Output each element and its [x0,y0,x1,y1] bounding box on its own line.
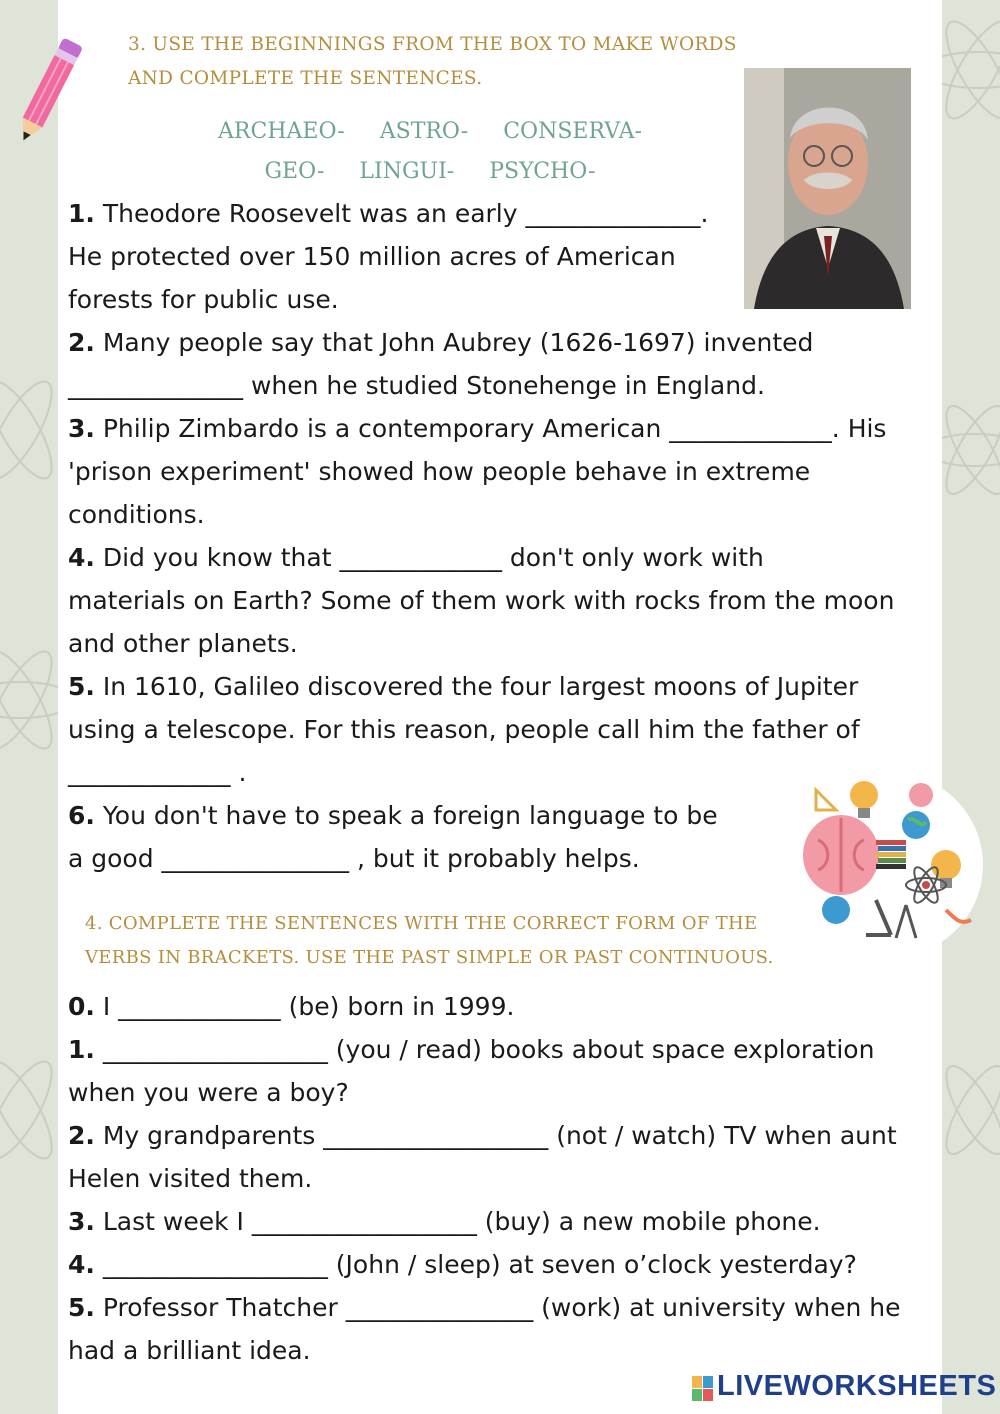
item-number: 3. [68,414,95,443]
sentence-text: using a telescope. For this reason, people call him the father of [68,715,860,744]
brand-name: LIVEWORKSHEETS [717,1370,997,1402]
exercise4-text [68,985,900,1372]
item-number: 4. [68,543,95,572]
sentence-text: had a brilliant idea. [68,1336,311,1365]
sentence-text: a good _______________ , but it probably helps. [68,844,640,873]
sentence-line [68,985,900,1028]
sentence-text: _____________ . [68,758,247,787]
sentence-text: My grandparents __________________ (not / watch) TV when aunt [94,1121,897,1150]
sentence-line [68,1200,900,1243]
sentence-line [68,708,894,751]
sentence-line [68,665,894,708]
sentence-line [68,622,894,665]
sentence-line [68,579,894,622]
word-beginning: PSYCHO- [489,159,596,184]
word-beginning: GEO- [264,159,325,184]
sentence-line [68,751,894,794]
box-row [150,112,710,152]
item-number: 1. [68,199,95,228]
item-number: 1. [68,1035,95,1064]
sentence-text: __________________ (you / read) books about space exploration [94,1035,875,1064]
sentence-line [68,1329,900,1372]
sentence-line [68,837,894,880]
word-beginning: CONSERVA- [503,119,642,144]
item-number: 2. [68,328,95,357]
sentence-text: He protected over 150 million acres of American [68,242,676,271]
word-beginnings-box [150,112,710,192]
sentence-text: In 1610, Galileo discovered the four largest moons of Jupiter [94,672,859,701]
sentence-line [68,450,894,493]
sentence-line [68,794,894,837]
item-number: 5. [68,1293,95,1322]
sentence-line [68,1071,900,1114]
exercise4-heading [85,907,805,975]
sentence-line [68,1157,900,1200]
word-beginning: LINGUI- [359,159,455,184]
item-number: 5. [68,672,95,701]
sentence-text: Philip Zimbardo is a contemporary American _____________. His [94,414,887,443]
sentence-text: Professor Thatcher _______________ (work) at university when he [94,1293,901,1322]
sentence-text: 'prison experiment' showed how people behave in extreme [68,457,811,486]
sentence-line [68,1243,900,1286]
sentence-line [68,192,894,235]
sentence-text: Did you know that _____________ don't only work with [94,543,764,572]
sentence-text: Theodore Roosevelt was an early ______________. [94,199,709,228]
heading-line: VERBS IN BRACKETS. USE THE PAST SIMPLE OR PAST CONTINUOUS. [85,947,774,968]
item-number: 2. [68,1121,95,1150]
sentence-text: when you were a boy? [68,1078,349,1107]
sentence-text: Last week I __________________ (buy) a new mobile phone. [94,1207,821,1236]
liveworksheets-logo-icon [692,1372,714,1406]
heading-line: 4. COMPLETE THE SENTENCES WITH THE CORRECT FORM OF THE [85,913,758,934]
item-number: 0. [68,992,95,1021]
sentence-text: Helen visited them. [68,1164,313,1193]
sentence-text: ______________ when he studied Stonehenge in England. [68,371,765,400]
sentence-text: forests for public use. [68,285,339,314]
science-collage-icon [796,770,986,955]
heading-line: AND COMPLETE THE SENTENCES. [128,68,483,89]
sentence-line [68,536,894,579]
sentence-line [68,1114,900,1157]
pencil-icon [8,28,88,153]
sentence-line [68,493,894,536]
sentence-line [68,235,894,278]
sentence-line [68,407,894,450]
item-number: 6. [68,801,95,830]
sentence-line [68,321,894,364]
heading-line: 3. USE THE BEGINNINGS FROM THE BOX TO MAKE WORDS [128,34,737,55]
sentence-line [68,1028,900,1071]
sentence-line [68,278,894,321]
sentence-text: I _____________ (be) born in 1999. [94,992,515,1021]
word-beginning: ASTRO- [379,119,469,144]
sentence-text: and other planets. [68,629,298,658]
sentence-line [68,364,894,407]
exercise3-heading [128,28,748,96]
word-beginning: ARCHAEO- [218,119,345,144]
sentence-text: You don't have to speak a foreign language to be [94,801,718,830]
item-number: 3. [68,1207,95,1236]
box-row [150,152,710,192]
sentence-text: __________________ (John / sleep) at seven o’clock yesterday? [94,1250,857,1279]
exercise3-text [68,192,894,880]
sentence-text: materials on Earth? Some of them work with rocks from the moon [68,586,895,615]
item-number: 4. [68,1250,95,1279]
sentence-text: Many people say that John Aubrey (1626-1697) invented [94,328,814,357]
sentence-text: conditions. [68,500,205,529]
sentence-line [68,1286,900,1329]
